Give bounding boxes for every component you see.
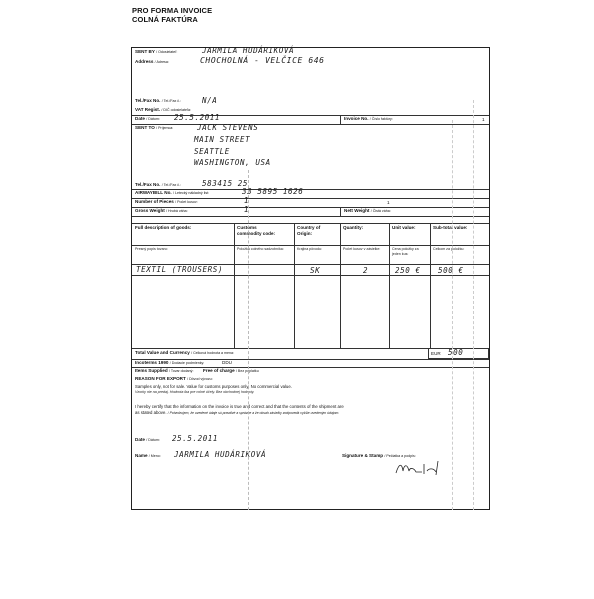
col-desc-header: Full description of goods: bbox=[135, 225, 192, 230]
date-label: Date / Dátum: bbox=[135, 116, 160, 121]
tel-label-2: Tel./Fax No. / Tel./Fax č.: bbox=[135, 182, 182, 187]
table-row-desc: TEXTIL (TROUSERS) bbox=[136, 265, 223, 274]
incoterms-label: Incoterms 1990 / Dodacie podmienky: bbox=[135, 360, 205, 365]
signature-label: Signature & Stamp / Pečiatka a podpis: bbox=[342, 453, 416, 458]
sent-by-label: SENT BY / Odosielateľ: bbox=[135, 49, 178, 54]
scan-streak bbox=[248, 170, 249, 510]
total-currency: EUR bbox=[431, 351, 441, 356]
vat-label: VAT Regist. / DIČ odosielateľa: bbox=[135, 107, 192, 112]
recipient-line-3: SEATTLE bbox=[194, 147, 230, 156]
table-row-unit: 250 € bbox=[395, 266, 421, 275]
tel-value-2: 583415 25 bbox=[202, 179, 249, 188]
col-customs-header: Customs bbox=[237, 225, 257, 230]
col-subtotal-sub: Celkom za položku: bbox=[433, 247, 465, 251]
sent-to-label: SENT TO / Príjemca: bbox=[135, 125, 174, 130]
col-origin-header: Country of bbox=[297, 225, 321, 230]
airwaybill-label: AIRWAYBILL No. / Letecký nákladný list: bbox=[135, 190, 210, 195]
pieces-right-value: 1 bbox=[387, 200, 390, 205]
recipient-line-4: WASHINGTON, USA bbox=[194, 158, 271, 167]
col-qty-sub: Počet kusov v zásielke: bbox=[343, 247, 381, 251]
table-row-subtotal: 500 € bbox=[438, 266, 464, 275]
signoff-name-label: Name / Meno: bbox=[135, 453, 161, 458]
recipient-line-1: JACK STEVENS bbox=[197, 123, 259, 132]
col-subtotal-header: Sub-total value: bbox=[433, 225, 468, 230]
invoice-no-value: 1 bbox=[482, 117, 485, 122]
gross-weight-value: 1 bbox=[244, 205, 250, 214]
col-customs-header-2: commodity code: bbox=[237, 231, 276, 236]
col-unit-header: Unit value: bbox=[392, 225, 416, 230]
total-label: Total Value and Currency / Celková hodnota a mena: bbox=[135, 350, 235, 355]
col-desc-sub: Presný popis tovaru: bbox=[135, 247, 168, 251]
airwaybill-value: 33 5895 1626 bbox=[242, 187, 304, 196]
document-subtitle: COLNÁ FAKTÚRA bbox=[132, 15, 198, 24]
reason-line-1: Samples only, not for sale. Value for customs purposes only. No commercial value. bbox=[135, 384, 292, 389]
col-customs-sub: Položka colného sadzobníka: bbox=[237, 247, 284, 251]
signoff-date-label: Date / Dátum: bbox=[135, 437, 160, 442]
certification-line-2: as stated above. / Potvrdzujem, že uvedené údaje sú pravdivé a správne a že obsah zásielky zodpovedá vyššie uvedeným údajom. bbox=[135, 410, 340, 415]
tel-value: N/A bbox=[202, 96, 218, 105]
certification-line-1: I hereby certify that the information on the invoice is true and correct and that the contents of the shipment are bbox=[135, 404, 344, 409]
table-row-qty: 2 bbox=[363, 266, 369, 275]
pieces-label: Number of Pieces / Počet kusov: bbox=[135, 199, 198, 204]
signoff-name-value: JARMILA HUDÁRIKOVÁ bbox=[174, 450, 267, 459]
pieces-value: 1 bbox=[244, 196, 250, 205]
signature-image bbox=[394, 459, 454, 482]
invoice-no-label: Invoice No. / Číslo faktúry: bbox=[344, 116, 393, 121]
sender-name: JARMILA HUDÁRIKOVÁ bbox=[202, 46, 295, 55]
sender-address: CHOCHOLNÁ - VELČICE 646 bbox=[200, 56, 325, 65]
invoice-form bbox=[131, 47, 490, 510]
reason-line-1-sk: Vzorky nie na predaj. Hodnota iba pre colné účely. Bez obchodnej hodnoty. bbox=[135, 390, 255, 394]
tel-label: Tel./Fax No. / Tel./Fax č.: bbox=[135, 98, 182, 103]
items-supplied-value: Free of charge / Bez poplatku bbox=[203, 368, 259, 373]
col-qty-header: Quantity: bbox=[343, 225, 364, 230]
net-weight-label: Nett Weight / Čistá váha: bbox=[344, 208, 391, 213]
date-value: 25.5.2011 bbox=[174, 113, 221, 122]
reason-label: REASON FOR EXPORT / Dôvod vývozu: bbox=[135, 376, 213, 381]
recipient-line-2: MAIN STREET bbox=[194, 135, 251, 144]
col-origin-header-2: Origin: bbox=[297, 231, 313, 236]
scan-streak bbox=[473, 100, 474, 510]
gross-weight-label: Gross Weight / Hrubá váha: bbox=[135, 208, 188, 213]
col-unit-sub: Cena položky za jeden kus: bbox=[392, 247, 419, 256]
signoff-date-value: 25.5.2011 bbox=[172, 434, 219, 443]
incoterms-value: DDU bbox=[222, 360, 232, 365]
total-value: 500 bbox=[448, 348, 464, 357]
scan-streak bbox=[452, 120, 453, 510]
address-label: Address / Adresa: bbox=[135, 59, 169, 64]
items-supplied-label: Items Supplied / Tovar dodaný: bbox=[135, 368, 194, 373]
document-title: PRO FORMA INVOICE bbox=[132, 6, 213, 15]
table-row-origin: SK bbox=[310, 266, 321, 275]
col-origin-sub: Krajina pôvodu: bbox=[297, 247, 322, 251]
